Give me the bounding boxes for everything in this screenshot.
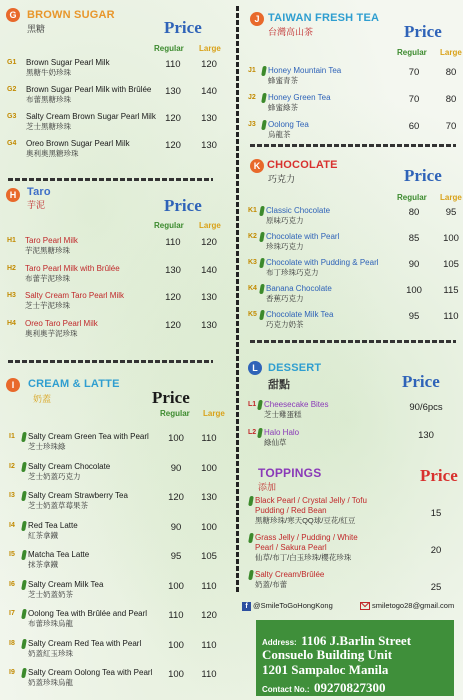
dessert-price-heading: Price <box>402 372 440 391</box>
taro-subtitle: 芋泥 <box>27 200 46 210</box>
item-chinese-name: 布丁珍珠巧克力 <box>266 268 319 277</box>
chocolate-item-code: K5 <box>248 311 257 318</box>
brown_sugar-item-code: G1 <box>7 59 17 66</box>
item-price-regular: 100 <box>406 285 422 296</box>
item-chinese-name: 蜂蜜青茶 <box>268 76 298 85</box>
item-price-regular: 130 <box>165 264 181 276</box>
cream_latte-menu-item[interactable] <box>28 491 168 511</box>
item-price-regular: 85 <box>408 233 420 244</box>
chocolate-menu-item[interactable] <box>266 232 396 252</box>
taiwan_tea-menu-item[interactable] <box>268 93 388 113</box>
brown-sugar-regular-heading: Regular <box>154 44 184 53</box>
address-box <box>256 620 454 696</box>
dessert-title: DESSERT <box>268 362 322 374</box>
leaf-icon <box>21 550 27 560</box>
dessert-menu-item[interactable] <box>264 400 374 420</box>
item-price-regular: 100 <box>168 580 184 592</box>
taro-menu-item[interactable] <box>25 236 160 256</box>
item-name: Salty Cream Taro Pearl Milk <box>25 291 124 300</box>
item-price-large: 130 <box>201 113 217 124</box>
item-chinese-name: 芋泥黑糖珍珠 <box>25 246 70 255</box>
item-chinese-name: 香蕉巧克力 <box>266 294 304 303</box>
item-chinese-name: 黑糖珍珠/寒天QQ球/豆花/紅豆 <box>255 516 356 525</box>
dessert-item-code: L2 <box>248 429 257 436</box>
item-chinese-name: 芝士奶蓋巧克力 <box>28 471 81 481</box>
separator-brown-sugar <box>8 178 213 181</box>
item-chinese-name: 綠仙草 <box>264 438 287 447</box>
item-price-large: 120 <box>201 59 217 70</box>
toppings-title: TOPPINGS <box>258 466 322 480</box>
separator-chocolate <box>250 340 456 343</box>
taro-regular-heading: Regular <box>154 221 184 230</box>
item-name: Chocolate Milk Tea <box>266 310 334 319</box>
item-chinese-name: 原味巧克力 <box>266 216 304 225</box>
cream-latte-large-heading: Large <box>203 409 225 418</box>
item-name: Salty Cream Milk Tea <box>28 579 104 589</box>
taiwan-tea-subtitle: 台灣高山茶 <box>268 27 314 37</box>
item-price-large: 130 <box>201 319 217 331</box>
item-price-large: 105 <box>443 259 459 270</box>
item-name: Chocolate with Pudding & Pearl <box>266 258 379 267</box>
item-chinese-name: 布蕾黑糖珍珠 <box>26 95 71 104</box>
column-divider <box>236 6 239 594</box>
item-name: Salty Cream Chocolate <box>28 461 111 471</box>
item-chinese-name: 紅茶拿鐵 <box>28 530 58 540</box>
address-label: Address: <box>262 638 297 647</box>
item-price-large: 100 <box>201 521 217 533</box>
chocolate-item-code: K1 <box>248 207 257 214</box>
leaf-icon <box>21 462 27 472</box>
taiwan_tea-item-code: J2 <box>248 94 256 101</box>
cream_latte-item-code: I9 <box>9 669 15 676</box>
item-price-regular: 110 <box>168 610 184 621</box>
taro-menu-item[interactable] <box>25 319 160 339</box>
cream-latte-subtitle: 奶蓋 <box>33 394 52 404</box>
taro-item-code: H2 <box>7 264 16 272</box>
cream_latte-menu-item[interactable] <box>28 432 168 452</box>
leaf-icon <box>259 284 265 294</box>
item-name: Oolong Tea with Brûlée and Pearl <box>28 609 148 618</box>
leaf-icon <box>248 496 254 506</box>
item-price-regular: 130 <box>165 86 181 97</box>
contact-number: 09270827300 <box>314 680 386 695</box>
chocolate-menu-item[interactable] <box>266 206 396 226</box>
item-name: Brown Sugar Pearl Milk <box>26 58 110 67</box>
item-name: Oreo Taro Pearl Milk <box>25 318 98 328</box>
cream_latte-menu-item[interactable] <box>28 580 168 600</box>
item-price-regular: 70 <box>408 94 420 105</box>
item-price-large: 130 <box>201 140 217 151</box>
chocolate-menu-item[interactable] <box>266 258 396 278</box>
item-price-regular: 60 <box>408 121 420 132</box>
cream_latte-item-code: I5 <box>9 551 15 558</box>
item-price-large: 105 <box>201 551 217 562</box>
cream_latte-menu-item[interactable] <box>28 521 168 541</box>
facebook-handle[interactable] <box>242 601 333 611</box>
item-name: Salty Cream Oolong Tea with Pearl <box>28 668 153 677</box>
item-price-large: 80 <box>445 94 457 105</box>
item-chinese-name: 芝士珍珠綠 <box>28 442 66 451</box>
facebook-icon: f <box>242 602 251 611</box>
chocolate-item-code: K3 <box>248 259 257 266</box>
item-name: Oolong Tea <box>268 120 309 129</box>
leaf-icon <box>21 609 27 619</box>
item-price-large: 100 <box>201 462 217 474</box>
item-chinese-name: 奶蓋珍珠烏龍 <box>28 678 73 687</box>
chocolate-regular-heading: Regular <box>397 193 427 202</box>
cream_latte-item-code: I1 <box>9 433 15 440</box>
leaf-icon <box>248 533 254 543</box>
address-line-2: Consuelo Building Unit <box>262 647 393 662</box>
chocolate-title: CHOCOLATE <box>267 159 338 171</box>
item-price-large: 70 <box>445 121 457 132</box>
taiwan-tea-regular-heading: Regular <box>397 48 427 57</box>
brown_sugar-menu-item[interactable] <box>26 85 166 105</box>
taro-item-code: H1 <box>7 237 16 244</box>
email-text: smiletogo28@gmail.com <box>372 601 455 610</box>
item-chinese-name: 芝士黑糖珍珠 <box>26 122 71 131</box>
leaf-icon <box>257 400 263 410</box>
leaf-icon <box>261 66 267 76</box>
brown_sugar-item-code: G4 <box>7 140 17 147</box>
dessert-item-code: L1 <box>248 401 257 408</box>
item-name: Salty Cream Red Tea with Pearl <box>28 638 142 648</box>
cream_latte-item-code: I8 <box>9 639 15 647</box>
taiwan-tea-price-heading: Price <box>404 22 442 41</box>
item-chinese-name: 奶蓋/布蕾 <box>255 580 288 589</box>
item-chinese-name: 抹茶拿鐵 <box>28 560 58 569</box>
chocolate-item-code: K2 <box>248 233 257 240</box>
item-name: Matcha Tea Latte <box>28 550 90 559</box>
taiwan_tea-item-code: J1 <box>248 67 256 74</box>
taro-menu-item[interactable] <box>25 264 160 284</box>
item-price-regular: 120 <box>165 140 181 151</box>
leaf-icon <box>21 491 27 501</box>
item-price-large: 115 <box>443 285 459 296</box>
facebook-text: @SmileToGoHongKong <box>253 601 333 610</box>
taiwan-tea-large-heading: Large <box>440 48 462 57</box>
item-price-large: 110 <box>201 639 217 651</box>
cream_latte-menu-item[interactable] <box>28 639 168 659</box>
item-price: 25 <box>430 582 442 593</box>
cream_latte-menu-item[interactable] <box>28 462 168 482</box>
leaf-icon <box>257 428 263 438</box>
leaf-icon <box>21 521 27 531</box>
item-price-large: 120 <box>201 237 217 248</box>
item-name: Cheesecake Bites <box>264 400 329 409</box>
item-price-regular: 80 <box>408 207 420 218</box>
item-price-large: 110 <box>201 669 217 680</box>
brown_sugar-item-code: G3 <box>7 113 17 120</box>
contact-label: Contact No.: <box>262 685 310 694</box>
separator-taiwan-tea <box>250 144 456 147</box>
mail-icon <box>360 602 370 610</box>
item-name: Black Pearl / Crystal Jelly / Tofu Pudding / Red Bean <box>255 496 367 515</box>
item-name: Honey Green Tea <box>268 93 331 102</box>
item-chinese-name: 芝士雞蛋糕 <box>264 410 302 419</box>
leaf-icon <box>259 310 265 320</box>
leaf-icon <box>21 580 27 590</box>
taiwan-tea-title: TAIWAN FRESH TEA <box>268 12 380 24</box>
cream-latte-price-heading: Price <box>152 388 190 407</box>
item-chinese-name: 布蕾芋泥珍珠 <box>25 273 70 283</box>
leaf-icon <box>261 93 267 103</box>
item-name: Brown Sugar Pearl Milk with Brûlée <box>26 85 152 94</box>
item-price-regular: 70 <box>408 67 420 78</box>
toppings-menu-item[interactable] <box>255 533 373 563</box>
brown_sugar-menu-item[interactable] <box>26 58 166 78</box>
address-line-1: 1106 J.Barlin Street <box>301 633 412 648</box>
leaf-icon <box>259 232 265 242</box>
item-name: Classic Chocolate <box>266 206 331 215</box>
item-name: Taro Pearl Milk with Brûlée <box>25 263 120 273</box>
leaf-icon <box>261 120 267 130</box>
item-chinese-name: 芝士奶蓋奶茶 <box>28 589 73 599</box>
cream_latte-menu-item[interactable] <box>28 550 168 570</box>
item-price-large: 80 <box>445 67 457 78</box>
item-price-large: 130 <box>201 292 217 303</box>
item-name: Salty Cream Strawberry Tea <box>28 491 128 500</box>
taiwan_tea-menu-item[interactable] <box>268 120 388 140</box>
section-letter-i: I <box>6 378 20 392</box>
item-chinese-name: 奧利奧芋泥珍珠 <box>25 328 78 338</box>
taro-item-code: H4 <box>7 319 16 327</box>
item-price-large: 110 <box>201 580 217 592</box>
item-price-regular: 90 <box>170 521 182 533</box>
item-chinese-name: 奶蓋紅玉珍珠 <box>28 648 73 658</box>
item-price-regular: 110 <box>165 237 181 248</box>
cream-latte-regular-heading: Regular <box>160 409 190 418</box>
toppings-menu-item[interactable] <box>255 570 373 590</box>
cream_latte-item-code: I6 <box>9 580 15 588</box>
taiwan_tea-menu-item[interactable] <box>268 66 388 86</box>
item-price: 90/6pcs <box>409 402 443 413</box>
item-price-large: 140 <box>201 264 217 276</box>
item-chinese-name: 芝士芋泥珍珠 <box>25 301 70 310</box>
item-chinese-name: 烏龍茶 <box>268 130 291 139</box>
taro-large-heading: Large <box>199 221 221 230</box>
item-chinese-name: 蜂蜜綠茶 <box>268 103 298 112</box>
item-price-regular: 95 <box>170 551 182 562</box>
leaf-icon <box>259 206 265 216</box>
leaf-icon <box>21 668 27 678</box>
cream_latte-menu-item[interactable] <box>28 609 168 629</box>
item-price-regular: 110 <box>165 59 181 70</box>
cream-latte-title: CREAM & LATTE <box>28 378 120 390</box>
item-name: Banana Chocolate <box>266 284 332 293</box>
brown_sugar-menu-item[interactable] <box>26 139 166 159</box>
item-price-large: 100 <box>443 233 459 244</box>
item-name: Taro Pearl Milk <box>25 236 78 245</box>
item-price-large: 110 <box>443 311 459 322</box>
taro-price-heading: Price <box>164 196 202 215</box>
item-price-large: 95 <box>445 207 457 218</box>
item-price: 15 <box>430 508 442 519</box>
brown-sugar-title: BROWN SUGAR <box>27 9 115 21</box>
chocolate-subtitle: 巧克力 <box>268 174 296 184</box>
chocolate-large-heading: Large <box>440 193 462 202</box>
section-letter-j: J <box>250 12 264 26</box>
section-letter-h: H <box>6 188 20 202</box>
section-letter-g: G <box>6 8 20 22</box>
dessert-subtitle: 甜點 <box>268 379 290 391</box>
item-price-regular: 120 <box>165 319 181 331</box>
taro-item-code: H3 <box>7 292 16 299</box>
item-price-regular: 100 <box>168 433 184 444</box>
email-address[interactable] <box>360 601 454 610</box>
item-name: Honey Mountain Tea <box>268 66 342 75</box>
item-chinese-name: 巧克力奶茶 <box>266 320 304 329</box>
toppings-price-heading: Price <box>420 466 458 485</box>
brown-sugar-price-heading: Price <box>164 18 202 37</box>
brown_sugar-item-code: G2 <box>7 86 17 93</box>
item-price-large: 120 <box>201 610 217 621</box>
item-name: Salty Cream Green Tea with Pearl <box>28 432 149 441</box>
item-price-regular: 90 <box>408 259 420 270</box>
chocolate-price-heading: Price <box>404 166 442 185</box>
item-price-regular: 95 <box>408 311 420 322</box>
dessert-menu-item[interactable] <box>264 428 374 448</box>
chocolate-menu-item[interactable] <box>266 310 396 330</box>
taiwan_tea-item-code: J3 <box>248 121 256 128</box>
item-name: Halo Halo <box>264 428 300 437</box>
separator-taro <box>8 360 213 363</box>
brown-sugar-subtitle: 黑糖 <box>27 24 46 34</box>
item-price-large: 130 <box>201 492 217 503</box>
leaf-icon <box>21 639 27 649</box>
item-price-regular: 100 <box>168 669 184 680</box>
item-price-large: 140 <box>201 86 217 97</box>
taro-title: Taro <box>27 186 51 198</box>
item-chinese-name: 珍珠巧克力 <box>266 242 304 251</box>
brown_sugar-menu-item[interactable] <box>26 112 166 132</box>
cream_latte-item-code: I3 <box>9 492 15 499</box>
leaf-icon <box>248 570 254 580</box>
item-price-regular: 120 <box>168 492 184 503</box>
leaf-icon <box>21 432 27 442</box>
brown-sugar-large-heading: Large <box>199 44 221 53</box>
item-price: 130 <box>418 430 434 441</box>
item-name: Red Tea Latte <box>28 520 78 530</box>
item-chinese-name: 布蕾珍珠烏龍 <box>28 619 73 628</box>
cream_latte-menu-item[interactable] <box>28 668 168 688</box>
cream_latte-item-code: I2 <box>9 462 15 470</box>
item-price-regular: 90 <box>170 462 182 474</box>
item-price-regular: 120 <box>165 113 181 124</box>
item-name: Chocolate with Pearl <box>266 232 340 241</box>
item-chinese-name: 黑糖牛奶珍珠 <box>26 68 71 77</box>
toppings-subtitle: 添加 <box>258 482 277 492</box>
section-letter-k: K <box>250 159 264 173</box>
toppings-menu-item[interactable] <box>255 496 373 526</box>
section-letter-l: L <box>248 361 262 375</box>
item-name: Grass Jelly / Pudding / White Pearl / Sakura Pearl <box>255 533 358 552</box>
cream_latte-item-code: I7 <box>9 610 15 617</box>
item-price-regular: 100 <box>168 639 184 651</box>
cream_latte-item-code: I4 <box>9 521 15 529</box>
item-name: Salty Cream/Brûlée <box>255 570 325 579</box>
taro-menu-item[interactable] <box>25 291 160 311</box>
chocolate-item-code: K4 <box>248 285 257 292</box>
item-name: Salty Cream Brown Sugar Pearl Milk <box>26 112 156 121</box>
item-price: 20 <box>430 545 442 556</box>
item-name: Oreo Brown Sugar Pearl Milk <box>26 139 130 148</box>
chocolate-menu-item[interactable] <box>266 284 396 304</box>
leaf-icon <box>259 258 265 268</box>
item-chinese-name: 仙草/布丁/白玉珍珠/櫻花珍珠 <box>255 553 352 562</box>
item-chinese-name: 奧利奧黑糖珍珠 <box>26 149 79 158</box>
address-line-3: 1201 Sampaloc Manila <box>262 662 389 677</box>
item-price-large: 110 <box>201 433 217 444</box>
item-price-regular: 120 <box>165 292 181 303</box>
item-chinese-name: 芝士奶蓋草莓果茶 <box>28 501 88 510</box>
